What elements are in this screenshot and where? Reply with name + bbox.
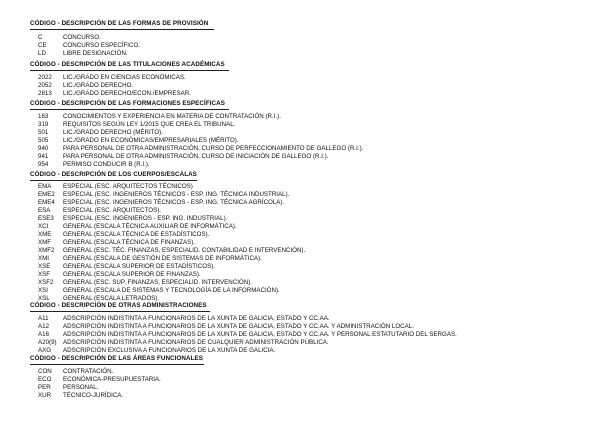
row-desc: ADSCRIPCIÓN EXCLUSIVA A FUNCIONARIOS DE LA XUNTA DE GALICIA.: [63, 347, 276, 354]
row-desc: CONCURSO.: [63, 34, 101, 41]
row-desc: GENERAL (ESCALA LETRADOS).: [63, 295, 160, 302]
row-desc: GENERAL (ESC. SUP. FINANZAS, ESPECIALID. INTERVENCIÓN).: [63, 279, 252, 286]
row-desc: ADSCRIPCIÓN INDISTINTA A FUNCIONARIOS DE LA XUNTA DE GALICIA, ESTADO Y CC.AA. Y ADMINISTRACIÓN LOCAL.: [63, 323, 414, 330]
row-desc: ESPECIAL (ESC. INGENIEROS TÉCNICOS - ESP. ING. TÉCNICA INDUSTRIAL).: [63, 191, 290, 198]
row-code: 319: [38, 121, 49, 128]
row-code: ESA: [38, 207, 51, 214]
row-code: XSL: [38, 295, 50, 302]
row-code: XSE: [38, 263, 51, 270]
section-underline: [30, 29, 214, 30]
row-desc: LIC./GRADO EN ECONÓMICAS/EMPRESARIALES (MÉRITO).: [63, 137, 239, 144]
section-title-formas-provision: CÓDIGO - DESCRIPCIÓN DE LAS FORMAS DE PROVISIÓN: [30, 20, 209, 27]
row-desc: PARA PERSONAL DE OTRA ADMINISTRACIÓN, CURSO DE INICIACIÓN DE GALLEGO (R.I.).: [63, 153, 329, 160]
row-code: XMI: [38, 255, 50, 262]
row-code: 501: [38, 129, 49, 136]
section-title-otras-administraciones: CÓDIGO - DESCRIPCIÓN DE OTRAS ADMINISTRACIONES: [30, 302, 207, 309]
row-code: LD: [38, 50, 46, 57]
row-code: A20(9): [38, 339, 57, 346]
row-code: EME4: [38, 199, 55, 206]
row-code: EMA: [38, 183, 52, 190]
row-desc: GENERAL (ESCALA TÉCNICA DE ESTADÍSTICOS).: [63, 231, 210, 238]
section-underline: [30, 364, 204, 365]
row-desc: ESPECIAL (ESC. ARQUITECTOS TÉCNICOS): [63, 183, 193, 190]
section-title-cuerpos-escalas: CÓDIGO - DESCRIPCIÓN DE LOS CUERPOS/ESCALAS: [30, 171, 197, 178]
row-code: A16: [38, 331, 50, 338]
row-code: AXG: [38, 347, 52, 354]
section-title-formaciones: CÓDIGO - DESCRIPCIÓN DE LAS FORMACIONES ESPECÍFICAS: [30, 100, 225, 107]
row-desc: GENERAL (ESCALA SUPERIOR DE FINANZAS).: [63, 271, 201, 278]
row-code: XCI: [38, 223, 49, 230]
row-desc: CONOCIMIENTOS Y EXPERIENCIA EN MATERIA DE CONTRATACIÓN (R.I.).: [63, 113, 281, 120]
row-code: 2813: [38, 90, 52, 97]
row-desc: ESPECIAL (ESC. INGENIEROS - ESP. ING. INDUSTRIAL).: [63, 215, 228, 222]
row-desc: LIC./GRADO EN CIENCIAS ECONÓMICAS.: [63, 74, 186, 81]
row-desc: GENERAL (ESCALA DE SISTEMAS Y TECNOLOGÍA DE LA INFORMACIÓN).: [63, 287, 280, 294]
row-code: PER: [38, 384, 51, 391]
row-desc: LIC./GRADO DERECHO (MÉRITO).: [63, 129, 163, 136]
row-desc: ESPECIAL (ESC. ARQUITECTOS).: [63, 207, 161, 214]
row-code: EME2: [38, 191, 55, 198]
row-code: XSF2: [38, 279, 54, 286]
row-code: XME: [38, 231, 52, 238]
row-code: A11: [38, 315, 49, 322]
row-code: CE: [38, 42, 47, 49]
section-underline: [30, 70, 229, 71]
row-desc: CONCURSO ESPECÍFICO.: [63, 42, 141, 49]
row-desc: LIC./GRADO DERECHO.: [63, 82, 134, 89]
section-underline: [30, 180, 197, 181]
row-desc: GENERAL (ESCALA TÉCNICA AUXILIAR DE INFORMÁTICA).: [63, 223, 237, 230]
row-code: XSF: [38, 271, 51, 278]
row-code: 163: [38, 113, 49, 120]
row-desc: TÉCNICO-JURÍDICA.: [63, 392, 124, 399]
row-desc: GENERAL (ESCALA DE GESTIÓN DE SISTEMAS DE INFORMÁTICA).: [63, 255, 262, 262]
row-desc: ESPECIAL (ESC. INGENIEROS TÉCNICOS - ESP. ING. TÉCNICA AGRÍCOLA).: [63, 199, 285, 206]
row-code: 2052: [38, 82, 52, 89]
row-desc: ADSCRIPCIÓN INDISTINTA A FUNCIONARIOS DE LA XUNTA DE GALICIA, ESTADO Y CC.AA. Y PERSONAL ESTATUTARIO DEL SERGAS.: [63, 331, 457, 338]
row-code: XMF2: [38, 247, 55, 254]
row-desc: GENERAL (ESCALA SUPERIOR DE ESTADÍSTICOS).: [63, 263, 215, 270]
row-desc: LIC./GRADO DERECHO/ECON./EMPRESAR.: [63, 90, 191, 97]
row-desc: PERSONAL.: [63, 384, 99, 391]
row-desc: ECONÓMICA-PRESUPUESTARIA.: [63, 376, 161, 383]
section-title-areas-funcionales: CÓDIGO - DESCRIPCIÓN DE LAS ÁREAS FUNCIONALES: [30, 355, 203, 362]
section-underline: [30, 311, 210, 312]
row-code: XUR: [38, 392, 52, 399]
row-code: 941: [38, 153, 49, 160]
row-code: 940: [38, 145, 49, 152]
row-desc: PERMISO CONDUCIR B (R.I.).: [63, 161, 150, 168]
row-code: 2022: [38, 74, 52, 81]
row-code: 954: [38, 161, 49, 168]
row-code: C: [38, 34, 43, 41]
row-code: XMF: [38, 239, 52, 246]
section-title-titulaciones: CÓDIGO - DESCRIPCIÓN DE LAS TITULACIONES ACADÉMICAS: [30, 61, 225, 68]
row-code: ESE3: [38, 215, 54, 222]
row-desc: LIBRE DESIGNACIÓN.: [63, 50, 128, 57]
row-code: 505: [38, 137, 49, 144]
row-desc: CONTRATACIÓN.: [63, 368, 114, 375]
row-desc: REQUISITOS SEGÚN LEY 1/2015 QUE CREA EL TRIBUNAL.: [63, 121, 236, 128]
section-underline: [30, 109, 229, 110]
row-code: CON: [38, 368, 52, 375]
row-code: A12: [38, 323, 50, 330]
row-desc: GENERAL (ESCALA TÉCNICA DE FINANZAS).: [63, 239, 196, 246]
row-desc: ADSCRIPCIÓN INDISTINTA A FUNCIONARIOS DE CUALQUIER ADMINISTRACIÓN PÚBLICA.: [63, 339, 329, 346]
row-desc: GENERAL (ESC. TÉC. FINANZAS, ESPECIALID. CONTABILIDAD E INTERVENCIÓN).: [63, 247, 306, 254]
row-desc: ADSCRIPCIÓN INDISTINTA A FUNCIONARIOS DE LA XUNTA DE GALICIA, ESTADO Y CC.AA.: [63, 315, 330, 322]
row-code: XSI: [38, 287, 48, 294]
row-desc: PARA PERSONAL DE OTRA ADMINISTRACIÓN, CURSO DE PERFECCIONAMIENTO DE GALLEGO (R.I.).: [63, 145, 364, 152]
row-code: ECO: [38, 376, 52, 383]
